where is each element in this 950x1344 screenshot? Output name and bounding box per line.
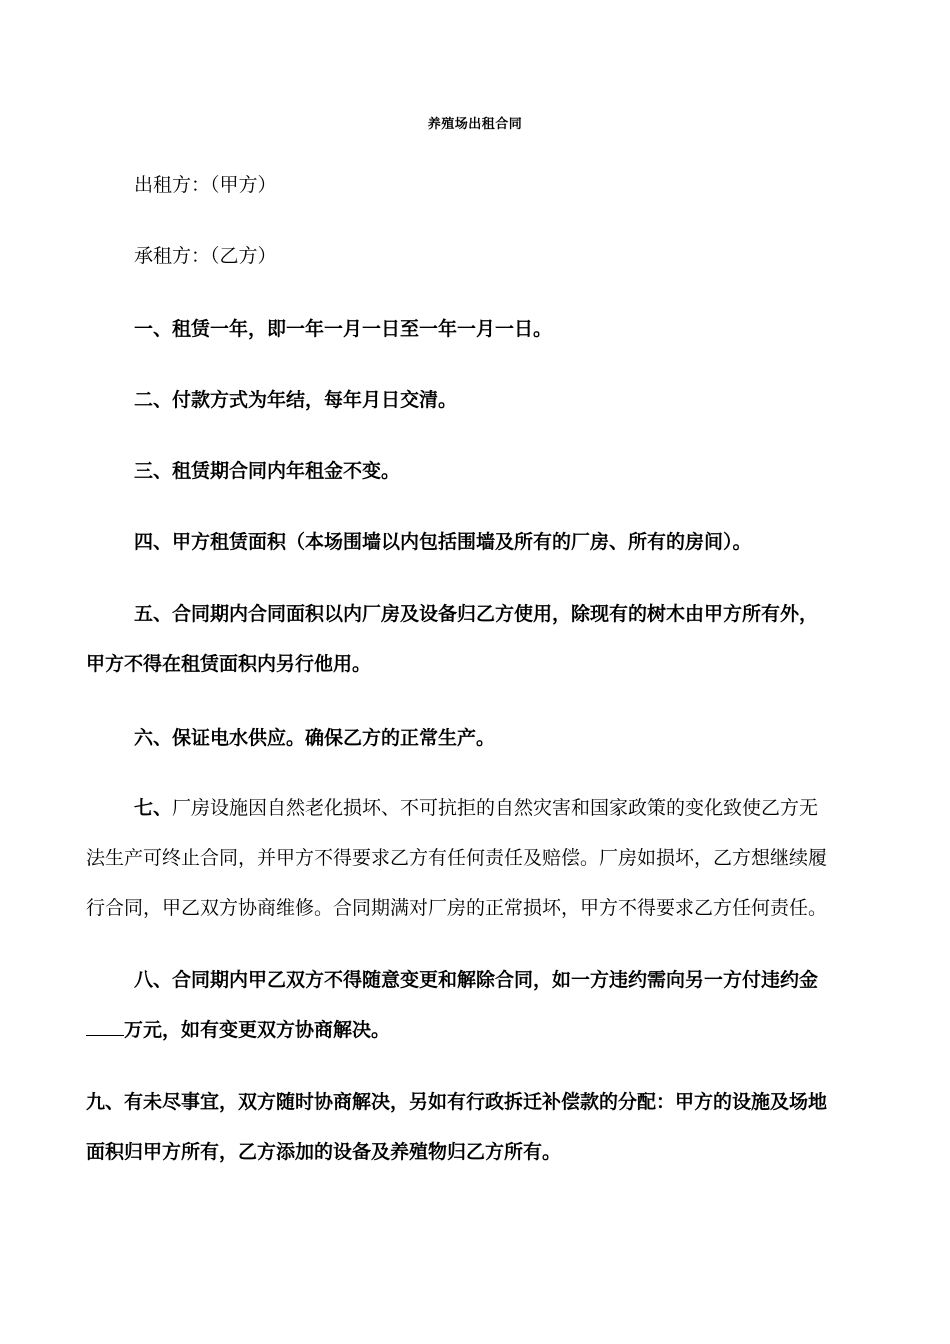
clause-5-line-2: 甲方不得在租赁面积内另行他用。 [86, 653, 372, 675]
clause-5-line-1: 五、合同期内合同面积以内厂房及设备归乙方使用，除现有的树木由甲方所有外， [134, 603, 819, 625]
clause-6: 六、保证电水供应。确保乙方的正常生产。 [134, 727, 496, 749]
clause-4: 四、甲方租赁面积（本场围墙以内包括围墙及所有的厂房、所有的房间）。 [134, 531, 752, 553]
clause-8-line-1: 八、合同期内甲乙双方不得随意变更和解除合同，如一方违约需向另一方付违约金 [134, 969, 819, 991]
clause-3: 三、租赁期合同内年租金不变。 [134, 460, 401, 482]
clause-9-line-1: 九、有未尽事宜，双方随时协商解决，另如有行政拆迁补偿款的分配：甲方的设施及场地 [86, 1091, 828, 1113]
lessee-line: 承租方：（乙方） [134, 245, 277, 267]
clause-8 [86, 955, 876, 1055]
clause-5 [86, 589, 876, 689]
document-title: 养殖场出租合同 [427, 117, 523, 132]
clause-8-text: 万元，如有变更双方协商解决。 [124, 1019, 391, 1041]
clause-7 [86, 783, 876, 933]
clause-7-line-2: 法生产可终止合同，并甲方不得要求乙方有任何责任及赔偿。厂房如损坏，乙方想继续履 [86, 847, 828, 869]
lessor-line: 出租方：（甲方） [134, 174, 277, 196]
clause-2: 二、付款方式为年结，每年月日交清。 [134, 389, 458, 411]
clause-7-text: 厂房设施因自然老化损坏、不可抗拒的自然灾害和国家政策的变化致使乙方无 [172, 797, 819, 819]
clause-9-line-2: 面积归甲方所有，乙方添加的设备及养殖物归乙方所有。 [86, 1141, 562, 1163]
clause-8-line-2 [86, 1005, 876, 1055]
clause-7-label: 七、 [134, 797, 173, 819]
penalty-amount-blank [86, 1013, 124, 1036]
clause-7-line-1 [86, 783, 876, 833]
clause-1: 一、租赁一年，即一年一月一日至一年一月一日。 [134, 318, 553, 340]
clause-7-line-3: 行合同，甲乙双方协商维修。合同期满对厂房的正常损坏，甲方不得要求乙方任何责任。 [86, 897, 828, 919]
clause-9 [86, 1077, 876, 1177]
